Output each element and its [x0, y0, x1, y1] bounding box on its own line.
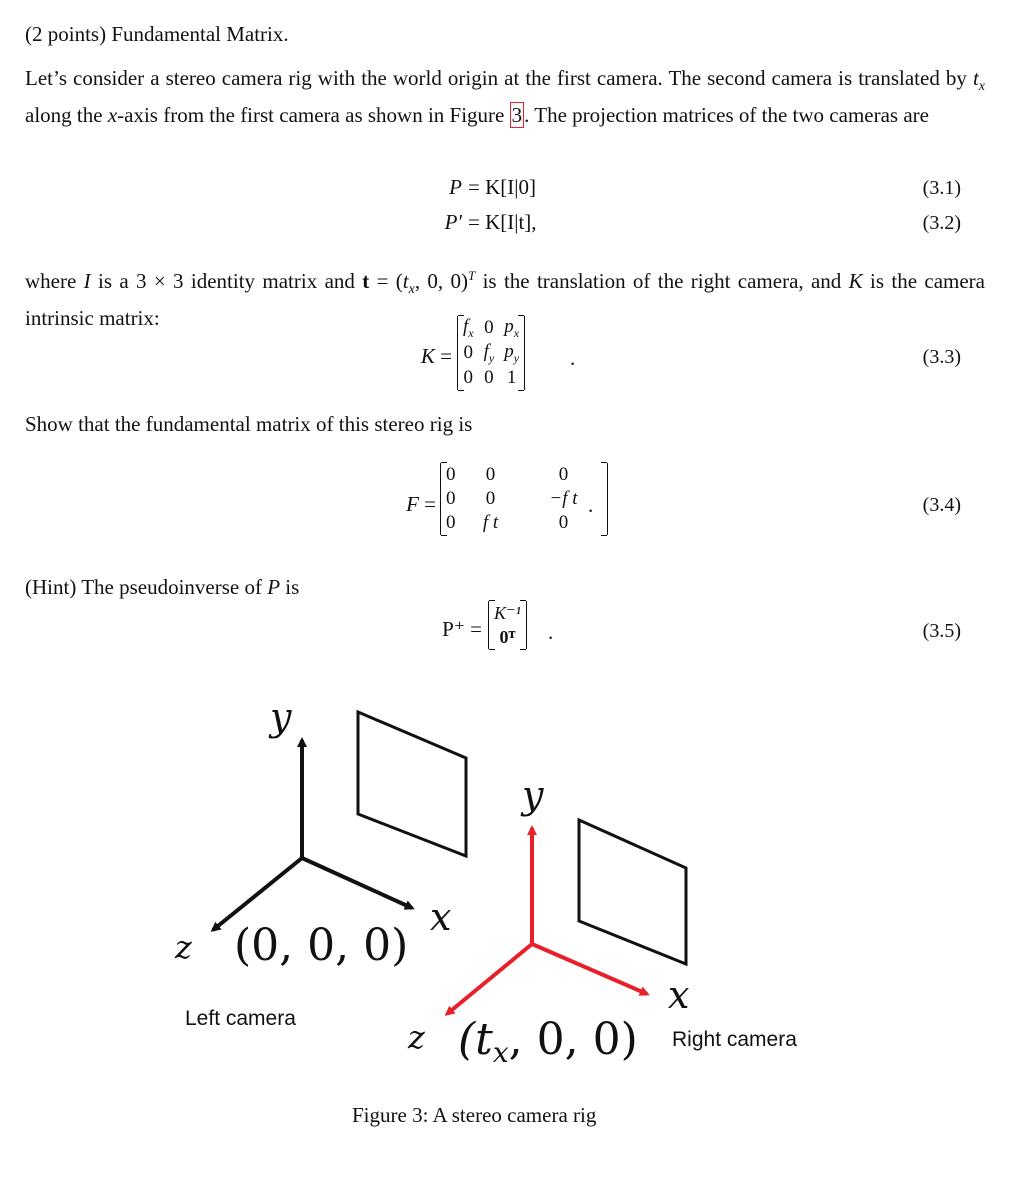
left-image-plane	[358, 712, 466, 856]
eq5-period: .	[548, 620, 554, 644]
right-z-axis	[447, 944, 532, 1014]
math-K: K	[848, 269, 863, 293]
K-fy: $f_y$	[483, 340, 495, 365]
left-z-label: z	[175, 928, 192, 966]
eq3-lhs: K =	[420, 344, 452, 368]
eq5-lhs: P⁺ =	[442, 617, 482, 641]
left-camera-label: Left camera	[185, 1007, 296, 1030]
math-x-axis: x	[107, 103, 118, 128]
figure-reference-link[interactable]: 3	[511, 103, 523, 128]
math-transpose: T	[468, 268, 476, 283]
eq1-lhs: P	[449, 175, 462, 199]
intro-text-4: . The projection matrices of the two cameras are	[524, 103, 929, 128]
right-x-label: x	[668, 973, 690, 1017]
stereo-rig-figure	[0, 690, 1010, 1150]
left-camera-axes	[213, 740, 412, 930]
right-z-label: z	[408, 1018, 425, 1056]
hint-text: (Hint) The pseudoinverse of P is	[25, 575, 300, 599]
F-fx-tx: f t	[482, 512, 499, 533]
K-py: $p_y$	[504, 340, 520, 365]
math-tx: $t_x$	[972, 66, 985, 95]
right-y-label: y	[522, 773, 544, 817]
eq4-period: .	[588, 493, 594, 517]
K-px: $p_x$	[504, 316, 520, 340]
intro-text-1: Let’s consider a stereo camera rig with the world origin at the first camera. The second camera is translated by	[25, 66, 973, 90]
eq1-number: (3.1)	[922, 177, 961, 199]
math-t-bold: t	[362, 269, 370, 293]
pseudoinverse-matrix	[488, 601, 527, 649]
eq3-period: .	[570, 346, 576, 370]
intro-text-3: -axis from the first camera as shown in Figure	[117, 103, 510, 128]
eq4-number: (3.4)	[922, 494, 961, 516]
intro-text-2: along the	[25, 103, 108, 128]
right-origin-label: (tx, 0, 0)	[458, 1014, 638, 1069]
left-x-label: x	[430, 895, 452, 939]
eq3-number: (3.3)	[922, 346, 961, 368]
pinv-Kinv: K⁻¹	[494, 602, 521, 623]
right-camera-axes	[447, 828, 647, 1014]
math-I: I	[83, 269, 91, 293]
pinv-zero-T: 0ᵀ	[499, 626, 516, 647]
where-paragraph: where I is a 3 × 3 identity matrix and $t = (t_x$, 0, 0)$^T$ is the translation of the right camera, and K is the camera intrinsic matrix:	[25, 268, 985, 331]
math-tx-2: $t_x$	[402, 269, 415, 298]
show-paragraph: Show that the fundamental matrix of this stereo rig is	[25, 412, 473, 436]
left-origin-label: (0, 0, 0)	[234, 920, 409, 971]
problem-heading: (2 points) Fundamental Matrix.	[25, 22, 289, 46]
figure-caption: Figure 3: A stereo camera rig	[352, 1103, 597, 1127]
eq4-lhs: F =	[406, 492, 436, 516]
eq2-lhs: P′	[444, 210, 462, 234]
right-image-plane	[579, 820, 686, 964]
right-x-axis	[532, 944, 647, 994]
intro-paragraph	[25, 64, 985, 129]
K-fx: $f_x$	[463, 316, 474, 340]
F-minus-fx-tx: −f t	[549, 488, 578, 509]
left-y-label: y	[270, 695, 292, 739]
eq1-rhs: = K[I|0]	[468, 175, 536, 199]
left-x-axis	[302, 858, 412, 908]
fundamental-matrix-F: 0 0 0 0 0 −f t 0 f t 0	[440, 463, 608, 535]
eq5-number: (3.5)	[922, 620, 961, 642]
right-camera-label: Right camera	[672, 1028, 797, 1051]
eq2-rhs: = K[I|t],	[468, 210, 537, 234]
eq2-number: (3.2)	[922, 212, 961, 234]
intrinsic-matrix-K: $f_x$ 0 $p_x$ 0 $f_y$ $p_y$ 0 0 1	[457, 316, 525, 390]
